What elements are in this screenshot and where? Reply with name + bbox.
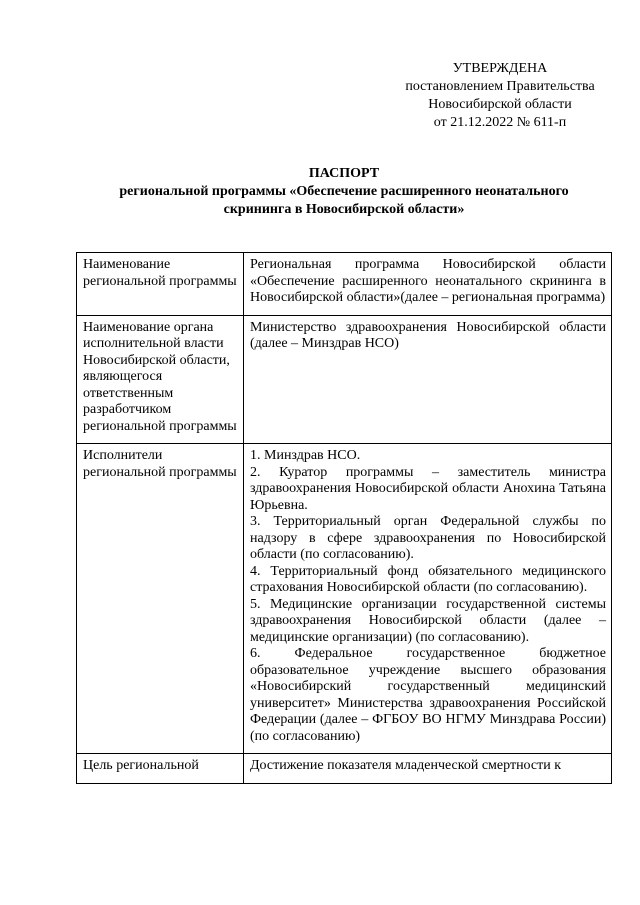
approval-line-3: Новосибирской области: [428, 97, 572, 112]
approval-line-2: постановлением Правительства: [405, 79, 595, 94]
executor-item: 6. Федеральное государственное бюджетное образовательное учреждение высшего образования «Новосибирский государственный медицинский университет» Министерства здравоохранения Российской Федерации (далее – ФГБОУ ВО НГМУ Минздрава России) (по согласованию): [250, 646, 606, 744]
executor-item: 4. Территориальный фонд обязательного медицинского страхования Новосибирской области (по согласованию).: [250, 563, 606, 595]
document-subtitle-line-2: скрининга в Новосибирской области»: [223, 202, 465, 217]
table-row: [77, 754, 612, 784]
row-value-responsible-developer: Министерство здравоохранения Новосибирской области (далее – Минздрав НСО): [244, 315, 612, 444]
executor-item: 3. Территориальный орган Федеральной службы по надзору в сфере здравоохранения по Новосибирской области (по согласованию).: [250, 514, 606, 562]
passport-table: [76, 252, 612, 784]
table-row: [77, 253, 612, 316]
row-label-program-goal: Цель региональной: [77, 754, 244, 784]
executor-item: 5. Медицинские организации государственной системы здравоохранения Новосибирской области (далее – медицинские организации) (по согласованию).: [250, 596, 606, 645]
document-heading: [80, 165, 608, 219]
row-label-program-name: Наименование региональной программы: [77, 253, 244, 316]
table-row: [77, 444, 612, 754]
row-label-executors: Исполнители региональной программы: [77, 444, 244, 754]
approval-line-4: от 21.12.2022 № 611-п: [433, 115, 567, 130]
table-row: [77, 315, 612, 444]
executor-item: 1. Минздрав НСО.: [250, 448, 361, 463]
executor-item: 2. Куратор программы – заместитель министра здравоохранения Новосибирской области Анохина Татьяна Юрьевна.: [250, 464, 606, 513]
approval-line-1: УТВЕРЖДЕНА: [452, 61, 548, 76]
approval-stamp: [392, 60, 608, 132]
row-value-program-name: Региональная программа Новосибирской области «Обеспечение расширенного неонатального скрининга в Новосибирской области»(далее – региональная программа): [244, 253, 612, 316]
row-value-program-goal: Достижение показателя младенческой смертности к: [244, 754, 612, 784]
document-title: ПАСПОРТ: [308, 166, 380, 181]
row-value-executors: [244, 444, 612, 754]
document-subtitle-line-1: региональной программы «Обеспечение расширенного неонатального: [119, 184, 569, 199]
row-label-responsible-developer: Наименование органа исполнительной власти Новосибирской области, являющегося ответственным разработчиком региональной программы: [77, 315, 244, 444]
